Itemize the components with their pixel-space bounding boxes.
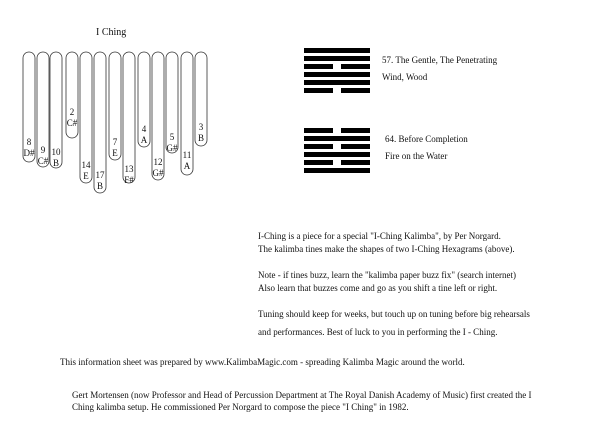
info-line: This information sheet was prepared by www.KalimbaMagic.com - spreading Kalimba Magic around the world. — [60, 357, 465, 367]
line-segment — [304, 56, 370, 61]
hexagram-64-label — [385, 131, 468, 165]
tine-number: 5 — [169, 132, 175, 142]
line-segment — [304, 72, 370, 77]
tuning-paragraph — [258, 305, 530, 341]
line-segment — [304, 160, 333, 165]
sheet-title: I Ching — [96, 27, 127, 38]
hexagram-solid-line — [304, 56, 370, 61]
line-segment — [304, 48, 370, 53]
description-line: I-Ching is a piece for a special "I-Ching Kalimba", by Per Norgard. — [258, 231, 501, 241]
hexagram-broken-line — [304, 128, 370, 133]
hexagram-57-icon — [304, 48, 370, 96]
tine-note: A — [140, 135, 148, 145]
line-segment — [304, 64, 333, 69]
line-segment — [304, 168, 370, 173]
tine-note: D# — [23, 148, 35, 158]
hexagram-solid-line — [304, 80, 370, 85]
hexagram-solid-line — [304, 152, 370, 157]
tine-number: 4 — [141, 124, 147, 134]
line-segment — [304, 144, 333, 149]
tine-note: A — [183, 161, 191, 171]
tine-note: B — [52, 158, 60, 168]
hexagram-57-label — [382, 52, 497, 86]
tine-note: E — [112, 148, 118, 158]
line-segment — [304, 136, 370, 141]
tine-number: 14 — [81, 160, 91, 170]
hexagram-57-subtitle: Wind, Wood — [382, 72, 428, 82]
tine-note: G# — [166, 143, 178, 153]
tine-number: 7 — [112, 137, 118, 147]
tine-note: B — [96, 181, 104, 191]
line-segment — [341, 160, 370, 165]
hexagram-64-subtitle: Fire on the Water — [385, 151, 448, 161]
tine-number: 8 — [26, 137, 32, 147]
hexagram-solid-line — [304, 168, 370, 173]
note-line: Also learn that buzzes come and go as you shift a tine left or right. — [258, 282, 498, 293]
kalimba-tine-diagram — [0, 0, 230, 215]
hexagram-broken-line — [304, 160, 370, 165]
tine-number: 17 — [95, 170, 105, 180]
line-segment — [304, 128, 333, 133]
hexagram-broken-line — [304, 64, 370, 69]
hexagram-57-name: 57. The Gentle, The Penetrating — [382, 55, 498, 65]
tine-number: 11 — [182, 150, 192, 160]
tine-note: C# — [37, 156, 49, 166]
tine-note: B — [197, 133, 205, 143]
hexagram-broken-line — [304, 144, 370, 149]
line-segment — [304, 80, 370, 85]
tine-note: G# — [152, 168, 164, 178]
tuning-line: and performances. Best of luck to you in performing the I - Ching. — [258, 327, 498, 337]
tine-number: 13 — [124, 164, 134, 174]
tine-number: 2 — [69, 107, 75, 117]
tuning-line: Tuning should keep for weeks, but touch up on tuning before big rehearsals — [258, 309, 530, 319]
description-paragraph — [258, 230, 515, 255]
line-segment — [304, 88, 333, 93]
hexagram-64-name: 64. Before Completion — [385, 134, 468, 144]
description-line: The kalimba tines make the shapes of two I-Ching Hexagrams (above). — [258, 243, 515, 254]
hexagram-broken-line — [304, 88, 370, 93]
tine-number: 10 — [51, 147, 61, 157]
line-segment — [341, 128, 370, 133]
tine-note: F# — [124, 175, 134, 185]
note-line: Note - if tines buzz, learn the "kalimba paper buzz fix" (search internet) — [258, 270, 516, 280]
line-segment — [341, 64, 370, 69]
tine-number: 12 — [153, 157, 163, 167]
hexagram-64-icon — [304, 128, 370, 176]
line-segment — [304, 152, 370, 157]
footer-paragraph: Gert Mortensen (now Professor and Head of Percussion Department at The Royal Danish Academy of Music) first created the I Ching kalimba setup. He commissioned Per Norgard to compose the piece "I Ching" in 1982. — [72, 390, 532, 412]
note-paragraph — [258, 269, 516, 294]
tine-number: 3 — [198, 122, 204, 132]
tine-note: C# — [66, 118, 78, 128]
line-segment — [341, 144, 370, 149]
hexagram-solid-line — [304, 48, 370, 53]
line-segment — [341, 88, 370, 93]
tine-number: 9 — [40, 145, 46, 155]
tine-note: E — [83, 171, 89, 181]
hexagram-solid-line — [304, 136, 370, 141]
hexagram-solid-line — [304, 72, 370, 77]
